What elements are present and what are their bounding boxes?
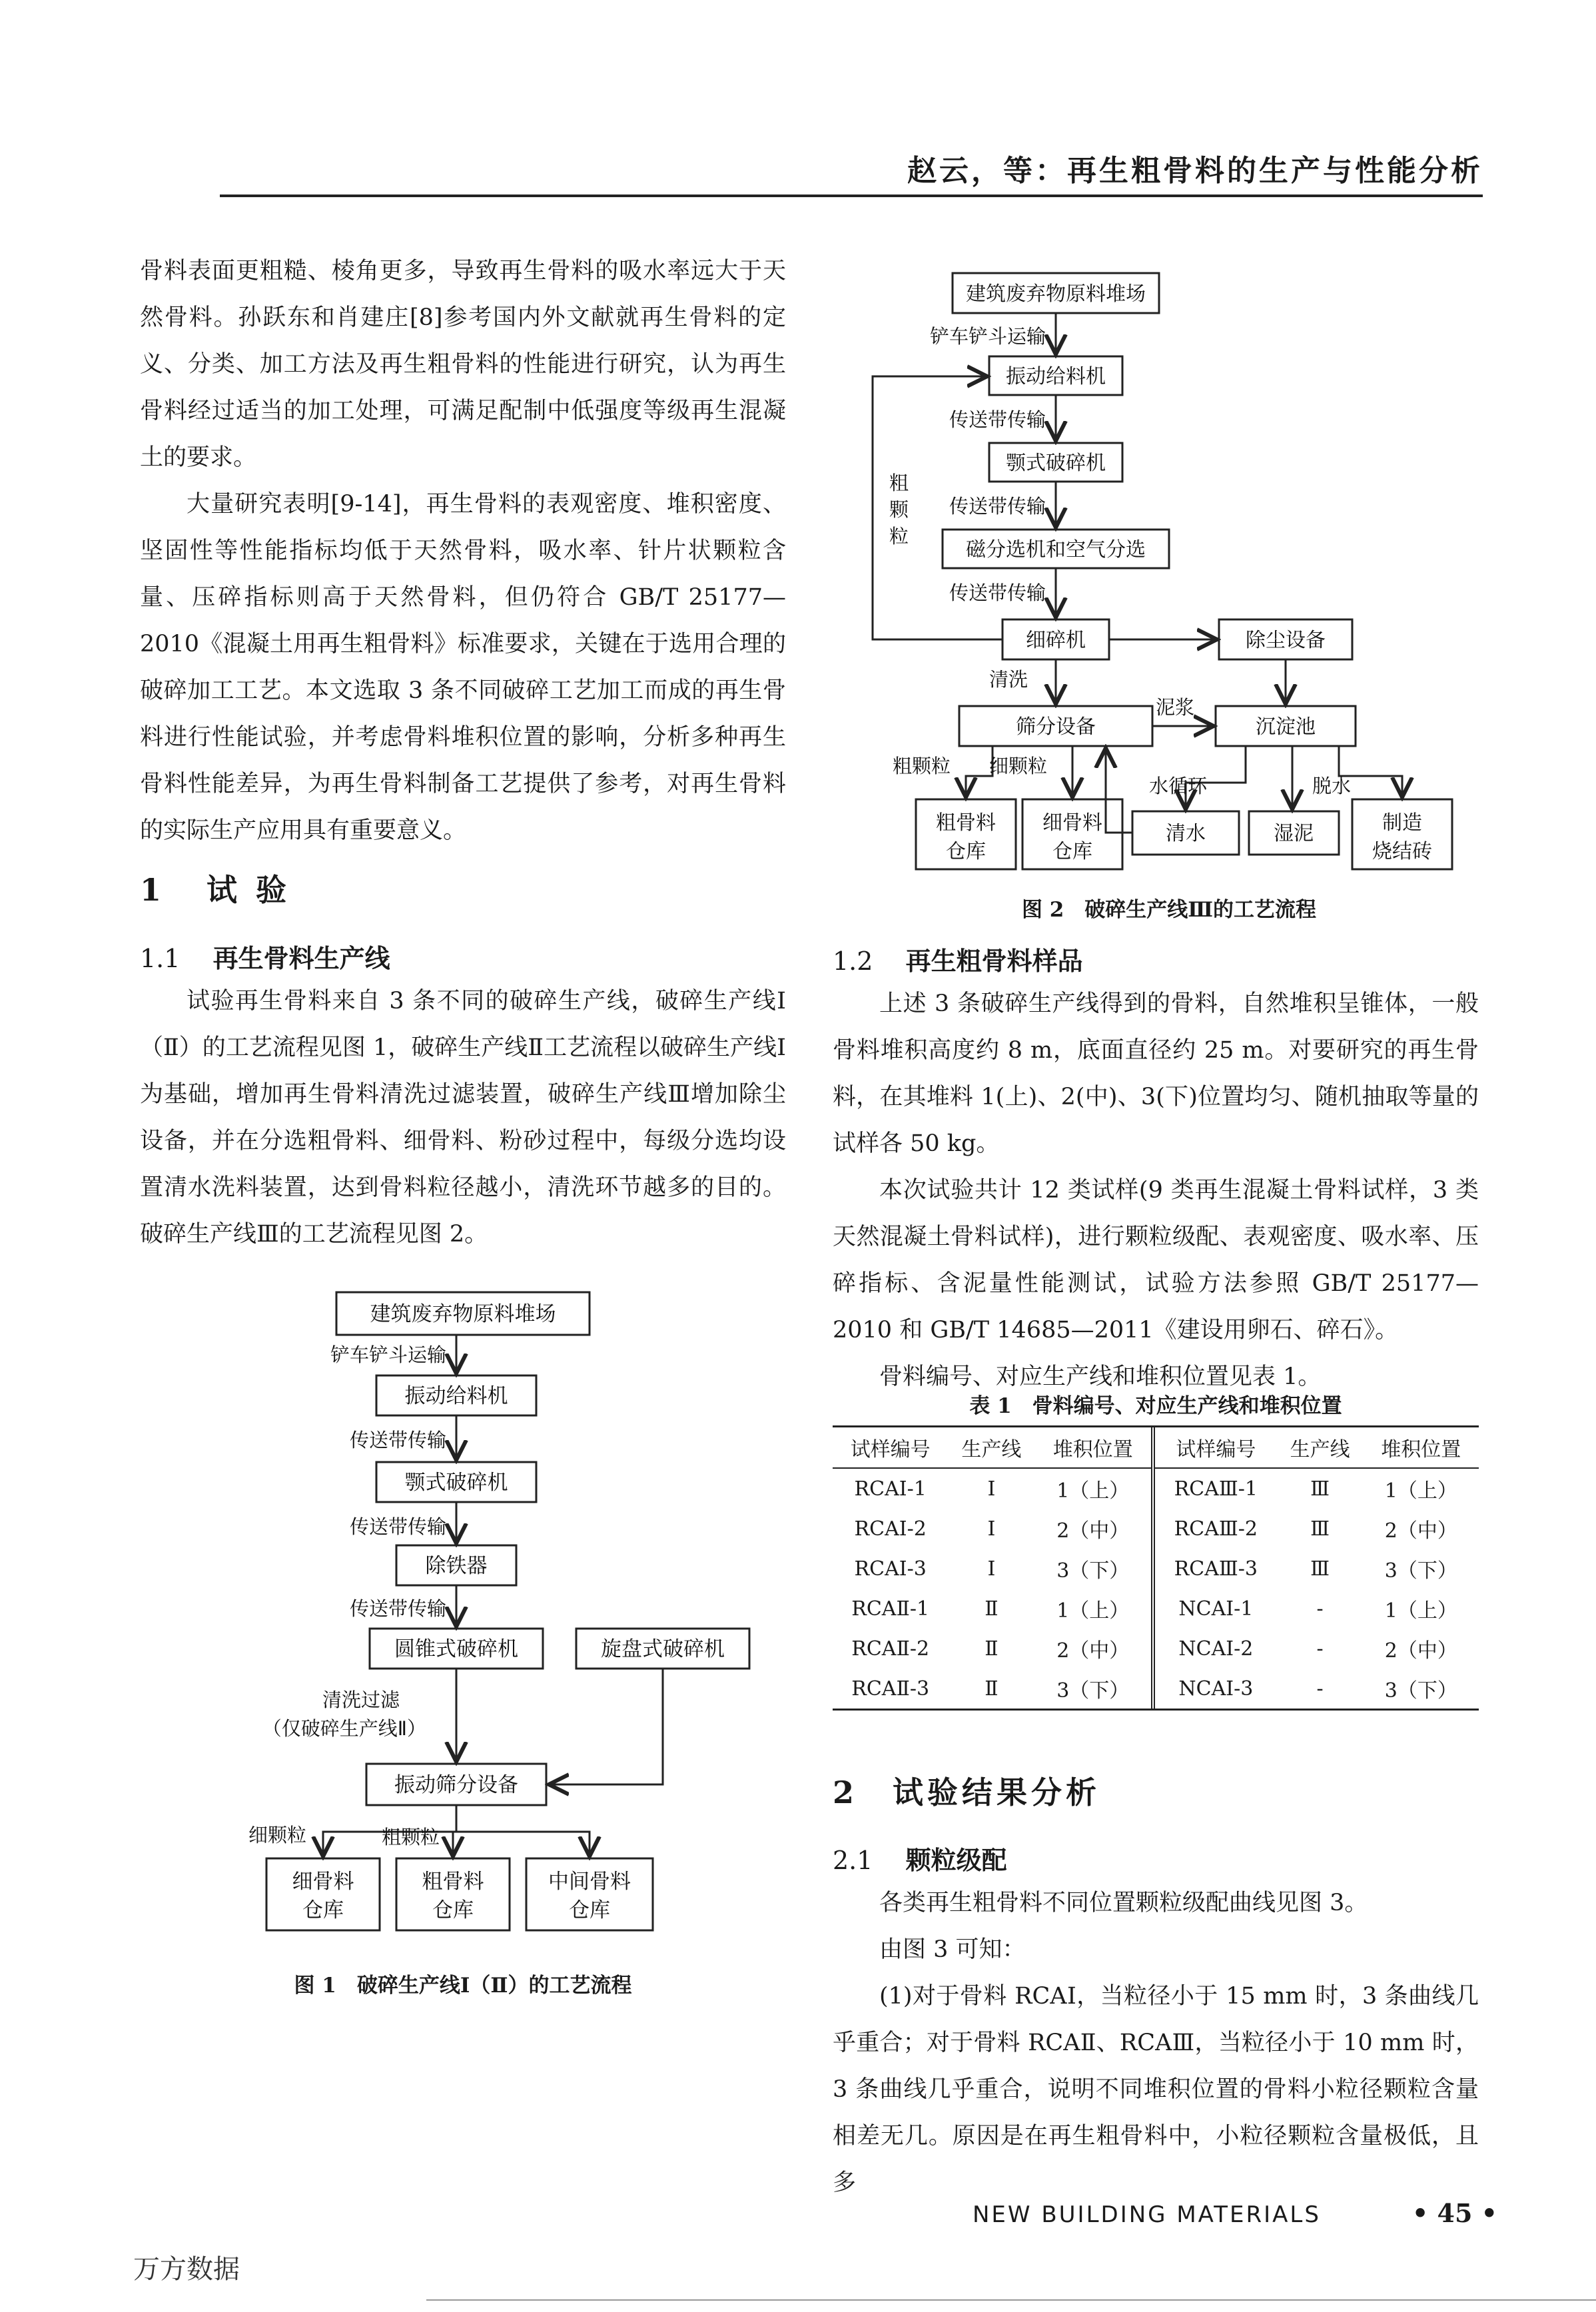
subsection-1-2-body [833, 980, 1479, 1400]
fig1-mid-agg-label-1: 中间骨料 [548, 1870, 631, 1894]
fig2-coarse-loop-char-3: 粒 [889, 525, 909, 548]
intro-text [140, 248, 786, 854]
fig2-dust-label: 除尘设备 [1246, 629, 1326, 652]
section-1-title: 试 验 [206, 872, 291, 908]
fig2-fine-agg-label-1: 细骨料 [1042, 811, 1102, 835]
table-cell: - [1316, 1677, 1324, 1701]
figure-1-caption: 图 1 破碎生产线Ⅰ（Ⅱ）的工艺流程 [294, 1974, 632, 1998]
fig2-water-cycle-label: 水循环 [1149, 775, 1208, 797]
fig1-feeder-label: 振动给料机 [404, 1384, 508, 1408]
table-header-cell: 堆积位置 [1364, 1427, 1479, 1468]
table-1 [833, 1425, 1479, 1711]
subsection-1-2-paragraph-2: 本次试验共计 12 类试样(9 类再生混凝土骨料试样，3 类天然混凝土骨料试样)，进行颗粒级配、表观密度、吸水率、压碎指标、含泥量性能测试，试验方法参照 GB/T 25177—2010 和 GB/T 14685—2011《建设用卵石、碎石》。 [833, 1177, 1479, 1344]
figure-2-caption: 图 2 破碎生产线Ⅲ的工艺流程 [1021, 898, 1317, 922]
fig2-fine-agg-label-2: 仓库 [1052, 840, 1092, 863]
fig2-fine-crusher-label: 细碎机 [1026, 629, 1086, 652]
fig1-mid-agg-label-2: 仓库 [569, 1898, 610, 1922]
table-cell: - [1316, 1597, 1324, 1621]
fig2-sludge-label: 湿泥 [1274, 822, 1314, 845]
subsection-2-1-body [833, 1880, 1479, 2206]
fig2-coarse-loop-char-1: 粗 [889, 472, 909, 494]
subsection-2-1-number: 2.1 [833, 1846, 873, 1875]
table-cell: 3（下） [1384, 1679, 1457, 1703]
header-rule [220, 194, 1483, 197]
table-header-cell: 试样编号 [1153, 1427, 1276, 1468]
fig2-coarse-agg-label-2: 仓库 [946, 840, 986, 863]
fig1-loader-label: 铲车铲斗运输 [330, 1344, 446, 1366]
table-cell: RCAⅢ-2 [1174, 1517, 1258, 1541]
table-header-cell: 堆积位置 [1034, 1427, 1153, 1468]
fig2-dewater-label: 脱水 [1312, 775, 1352, 797]
table-cell: RCAⅢ-3 [1174, 1557, 1258, 1581]
fig2-coarse-loop-char-2: 颗 [889, 498, 909, 521]
table-header-cell: 生产线 [1277, 1427, 1364, 1468]
fig2-water-label: 清水 [1166, 822, 1206, 845]
table-row [833, 1589, 1479, 1629]
fig1-wash-label-2: （仅破碎生产线Ⅱ） [262, 1717, 426, 1740]
fig2-separator-label: 磁分选机和空气分选 [966, 538, 1146, 562]
table-cell: 1（上） [1384, 1479, 1457, 1503]
table-cell: - [1316, 1637, 1324, 1661]
table-cell: 3（下） [1034, 1549, 1153, 1589]
table-cell: 1（上） [1034, 1589, 1153, 1629]
subsection-1-1-body [140, 978, 786, 1258]
subsection-2-1-paragraph-1: 各类再生粗骨料不同位置颗粒级配曲线见图 3。 [879, 1890, 1368, 1916]
table-cell: NCAⅠ-1 [1178, 1597, 1254, 1621]
table-cell: 2（中） [1034, 1509, 1153, 1549]
fig1-belt-label-1: 传送带传输 [349, 1429, 446, 1451]
fig2-mud-label: 泥浆 [1156, 696, 1195, 719]
table-cell: 2（中） [1384, 1639, 1457, 1663]
table-cell: RCAⅡ-3 [851, 1677, 930, 1701]
fig1-coarse-agg-label-1: 粗骨料 [422, 1870, 484, 1894]
subsection-1-1-number: 1.1 [140, 944, 181, 973]
fig2-brick-label-1: 制造 [1382, 811, 1422, 835]
table-header-cell: 试样编号 [833, 1427, 948, 1468]
table-cell: RCAⅠ-3 [854, 1557, 927, 1581]
subsection-1-2-paragraph-1: 上述 3 条破碎生产线得到的骨料，自然堆积呈锥体，一般骨料堆积高度约 8 m，底面直径约 25 m。对要研究的再生骨料，在其堆料 1(上)、2(中)、3(下)位置均匀、随机抽取等量的试样各 50 kg。 [833, 990, 1479, 1157]
fig1-raw-material-label: 建筑废弃物原料堆场 [370, 1302, 556, 1326]
table-row [833, 1468, 1479, 1509]
table-cell: Ⅲ [1310, 1517, 1330, 1541]
table-cell: Ⅰ [987, 1557, 996, 1581]
fig1-fine-particle-label: 细颗粒 [248, 1824, 306, 1846]
table-header-row [833, 1427, 1479, 1468]
fig1-cone-crusher-label: 圆锥式破碎机 [394, 1637, 518, 1661]
fig2-belt-label-2: 传送带传输 [949, 495, 1046, 518]
section-2-number: 2 [833, 1774, 859, 1810]
subsection-1-2-heading [833, 941, 1479, 977]
table-cell: Ⅱ [985, 1637, 998, 1661]
fig1-jaw-crusher-label: 颚式破碎机 [404, 1471, 508, 1495]
intro-paragraph-2: 大量研究表明[9-14]，再生骨料的表观密度、堆积密度、坚固性等性能指标均低于天然骨料，吸水率、针片状颗粒含量、压碎指标则高于天然骨料，但仍符合 GB/T 25177—2010《混凝土用再生粗骨料》标准要求，关键在于选用合理的破碎加工工艺。本文选取 3 条不同破碎工艺加工而成的再生骨料进行性能试验，并考虑骨料堆积位置的影响，分析多种再生骨料性能差异，为再生骨料制备工艺提供了参考，对再生骨料的实际生产应用具有重要意义。 [140, 491, 786, 844]
table-cell: 3（下） [1034, 1669, 1153, 1709]
table-cell: RCAⅠ-2 [854, 1517, 927, 1541]
table-cell: RCAⅢ-1 [1174, 1477, 1258, 1501]
subsection-2-1-title: 颗粒级配 [905, 1845, 1007, 1875]
table-cell: 1（上） [1384, 1599, 1457, 1623]
subsection-2-1-heading [833, 1840, 1479, 1876]
fig1-coarse-particle-label: 粗颗粒 [381, 1826, 440, 1848]
fig1-fine-agg-label-1: 细骨料 [292, 1870, 354, 1894]
fig1-belt-label-3: 传送带传输 [349, 1597, 446, 1620]
subsection-1-2-title: 再生粗骨料样品 [905, 946, 1083, 976]
page-number: • 45 • [1412, 2198, 1497, 2228]
fig1-belt-label-2: 传送带传输 [349, 1515, 446, 1538]
table-cell: RCAⅡ-1 [851, 1597, 930, 1621]
table-cell: 2（中） [1384, 1519, 1457, 1543]
fig2-coarse-agg-label-1: 粗骨料 [936, 811, 996, 835]
fig2-settle-label: 沉淀池 [1256, 715, 1316, 739]
fig1-wash-label-1: 清洗过滤 [322, 1689, 400, 1711]
table-cell: Ⅱ [985, 1597, 998, 1621]
subsection-1-2-number: 1.2 [833, 947, 873, 976]
figure-1-flowchart [200, 1272, 759, 1952]
watermark-text: 万方数据 [133, 2254, 240, 2285]
section-2-title: 试验结果分析 [893, 1774, 1101, 1810]
table-cell: Ⅰ [987, 1477, 996, 1501]
fig2-wash-label: 清洗 [989, 668, 1028, 691]
fig1-iron-remover-label: 除铁器 [425, 1554, 488, 1578]
figure-2-flowchart [859, 266, 1479, 893]
fig1-coarse-agg-label-2: 仓库 [432, 1898, 474, 1922]
table-cell: NCAⅠ-3 [1178, 1677, 1254, 1701]
table-cell: NCAⅠ-2 [1178, 1637, 1254, 1661]
subsection-2-1-paragraph-2: 由图 3 可知： [879, 1936, 1026, 1963]
running-header: 赵云，等：再生粗骨料的生产与性能分析 [907, 154, 1483, 188]
fig2-brick-label-2: 烧结砖 [1372, 840, 1432, 863]
section-1-heading [140, 866, 786, 910]
fig2-belt-label-1: 传送带传输 [949, 408, 1046, 431]
fig1-gyratory-crusher-label: 旋盘式破碎机 [601, 1637, 725, 1661]
table-row [833, 1629, 1479, 1669]
table-cell: 3（下） [1384, 1559, 1457, 1583]
fig2-raw-material-label: 建筑废弃物原料堆场 [966, 282, 1146, 306]
subsection-1-1-title: 再生骨料生产线 [212, 943, 390, 973]
table-cell: 1（上） [1034, 1468, 1153, 1509]
table-cell: Ⅲ [1310, 1477, 1330, 1501]
subsection-1-2-paragraph-3: 骨料编号、对应生产线和堆积位置见表 1。 [879, 1363, 1322, 1390]
fig1-screen-label: 振动筛分设备 [394, 1773, 518, 1797]
subsection-1-1-heading [140, 938, 786, 974]
table-header-cell: 生产线 [948, 1427, 1034, 1468]
table-1-caption: 表 1 骨料编号、对应生产线和堆积位置 [969, 1394, 1342, 1418]
fig2-loader-label: 铲车铲斗运输 [929, 325, 1046, 348]
section-2-heading [833, 1768, 1479, 1812]
subsection-2-1-paragraph-3: (1)对于骨料 RCAⅠ，当粒径小于 15 mm 时，3 条曲线几乎重合；对于骨料 RCAⅡ、RCAⅢ，当粒径小于 10 mm 时，3 条曲线几乎重合，说明不同堆积位置的骨料小粒径颗粒含量相差无几。原因是在再生粗骨料中，小粒径颗粒含量极低，且多 [833, 1983, 1479, 2196]
fig2-coarse-particle-label: 粗颗粒 [893, 755, 951, 777]
table-cell: Ⅱ [985, 1677, 998, 1701]
fig1-fine-agg-label-2: 仓库 [302, 1898, 344, 1922]
fig2-screen-label: 筛分设备 [1016, 715, 1096, 739]
table-cell: Ⅲ [1310, 1557, 1330, 1581]
table-cell: RCAⅡ-2 [851, 1637, 930, 1661]
bottom-rule [426, 2299, 1596, 2301]
fig2-feeder-label: 振动给料机 [1006, 365, 1106, 388]
table-cell: Ⅰ [987, 1517, 996, 1541]
fig2-jaw-crusher-label: 颚式破碎机 [1006, 452, 1106, 475]
table-row [833, 1509, 1479, 1549]
intro-paragraph-1: 骨料表面更粗糙、棱角更多，导致再生骨料的吸水率远大于天然骨料。孙跃东和肖建庄[8]参考国内外文献就再生骨料的定义、分类、加工方法及再生粗骨料的性能进行研究，认为再生骨料经过适当的加工处理，可满足配制中低强度等级再生混凝土的要求。 [140, 258, 786, 471]
table-row [833, 1669, 1479, 1709]
subsection-1-1-paragraph: 试验再生骨料来自 3 条不同的破碎生产线，破碎生产线Ⅰ（Ⅱ）的工艺流程见图 1，破碎生产线Ⅱ工艺流程以破碎生产线Ⅰ为基础，增加再生骨料清洗过滤装置，破碎生产线Ⅲ增加除尘设备，并在分选粗骨料、细骨料、粉砂过程中，每级分选均设置清水洗料装置，达到骨料粒径越小，清洗环节越多的目的。破碎生产线Ⅲ的工艺流程见图 2。 [140, 988, 786, 1248]
table-row [833, 1549, 1479, 1589]
section-1-number: 1 [140, 872, 166, 908]
journal-brand: NEW BUILDING MATERIALS [973, 2201, 1321, 2228]
table-cell: 2（中） [1034, 1629, 1153, 1669]
table-cell: RCAⅠ-1 [854, 1477, 927, 1501]
fig2-belt-label-3: 传送带传输 [949, 581, 1046, 604]
fig2-fine-particle-label: 细颗粒 [989, 755, 1048, 777]
